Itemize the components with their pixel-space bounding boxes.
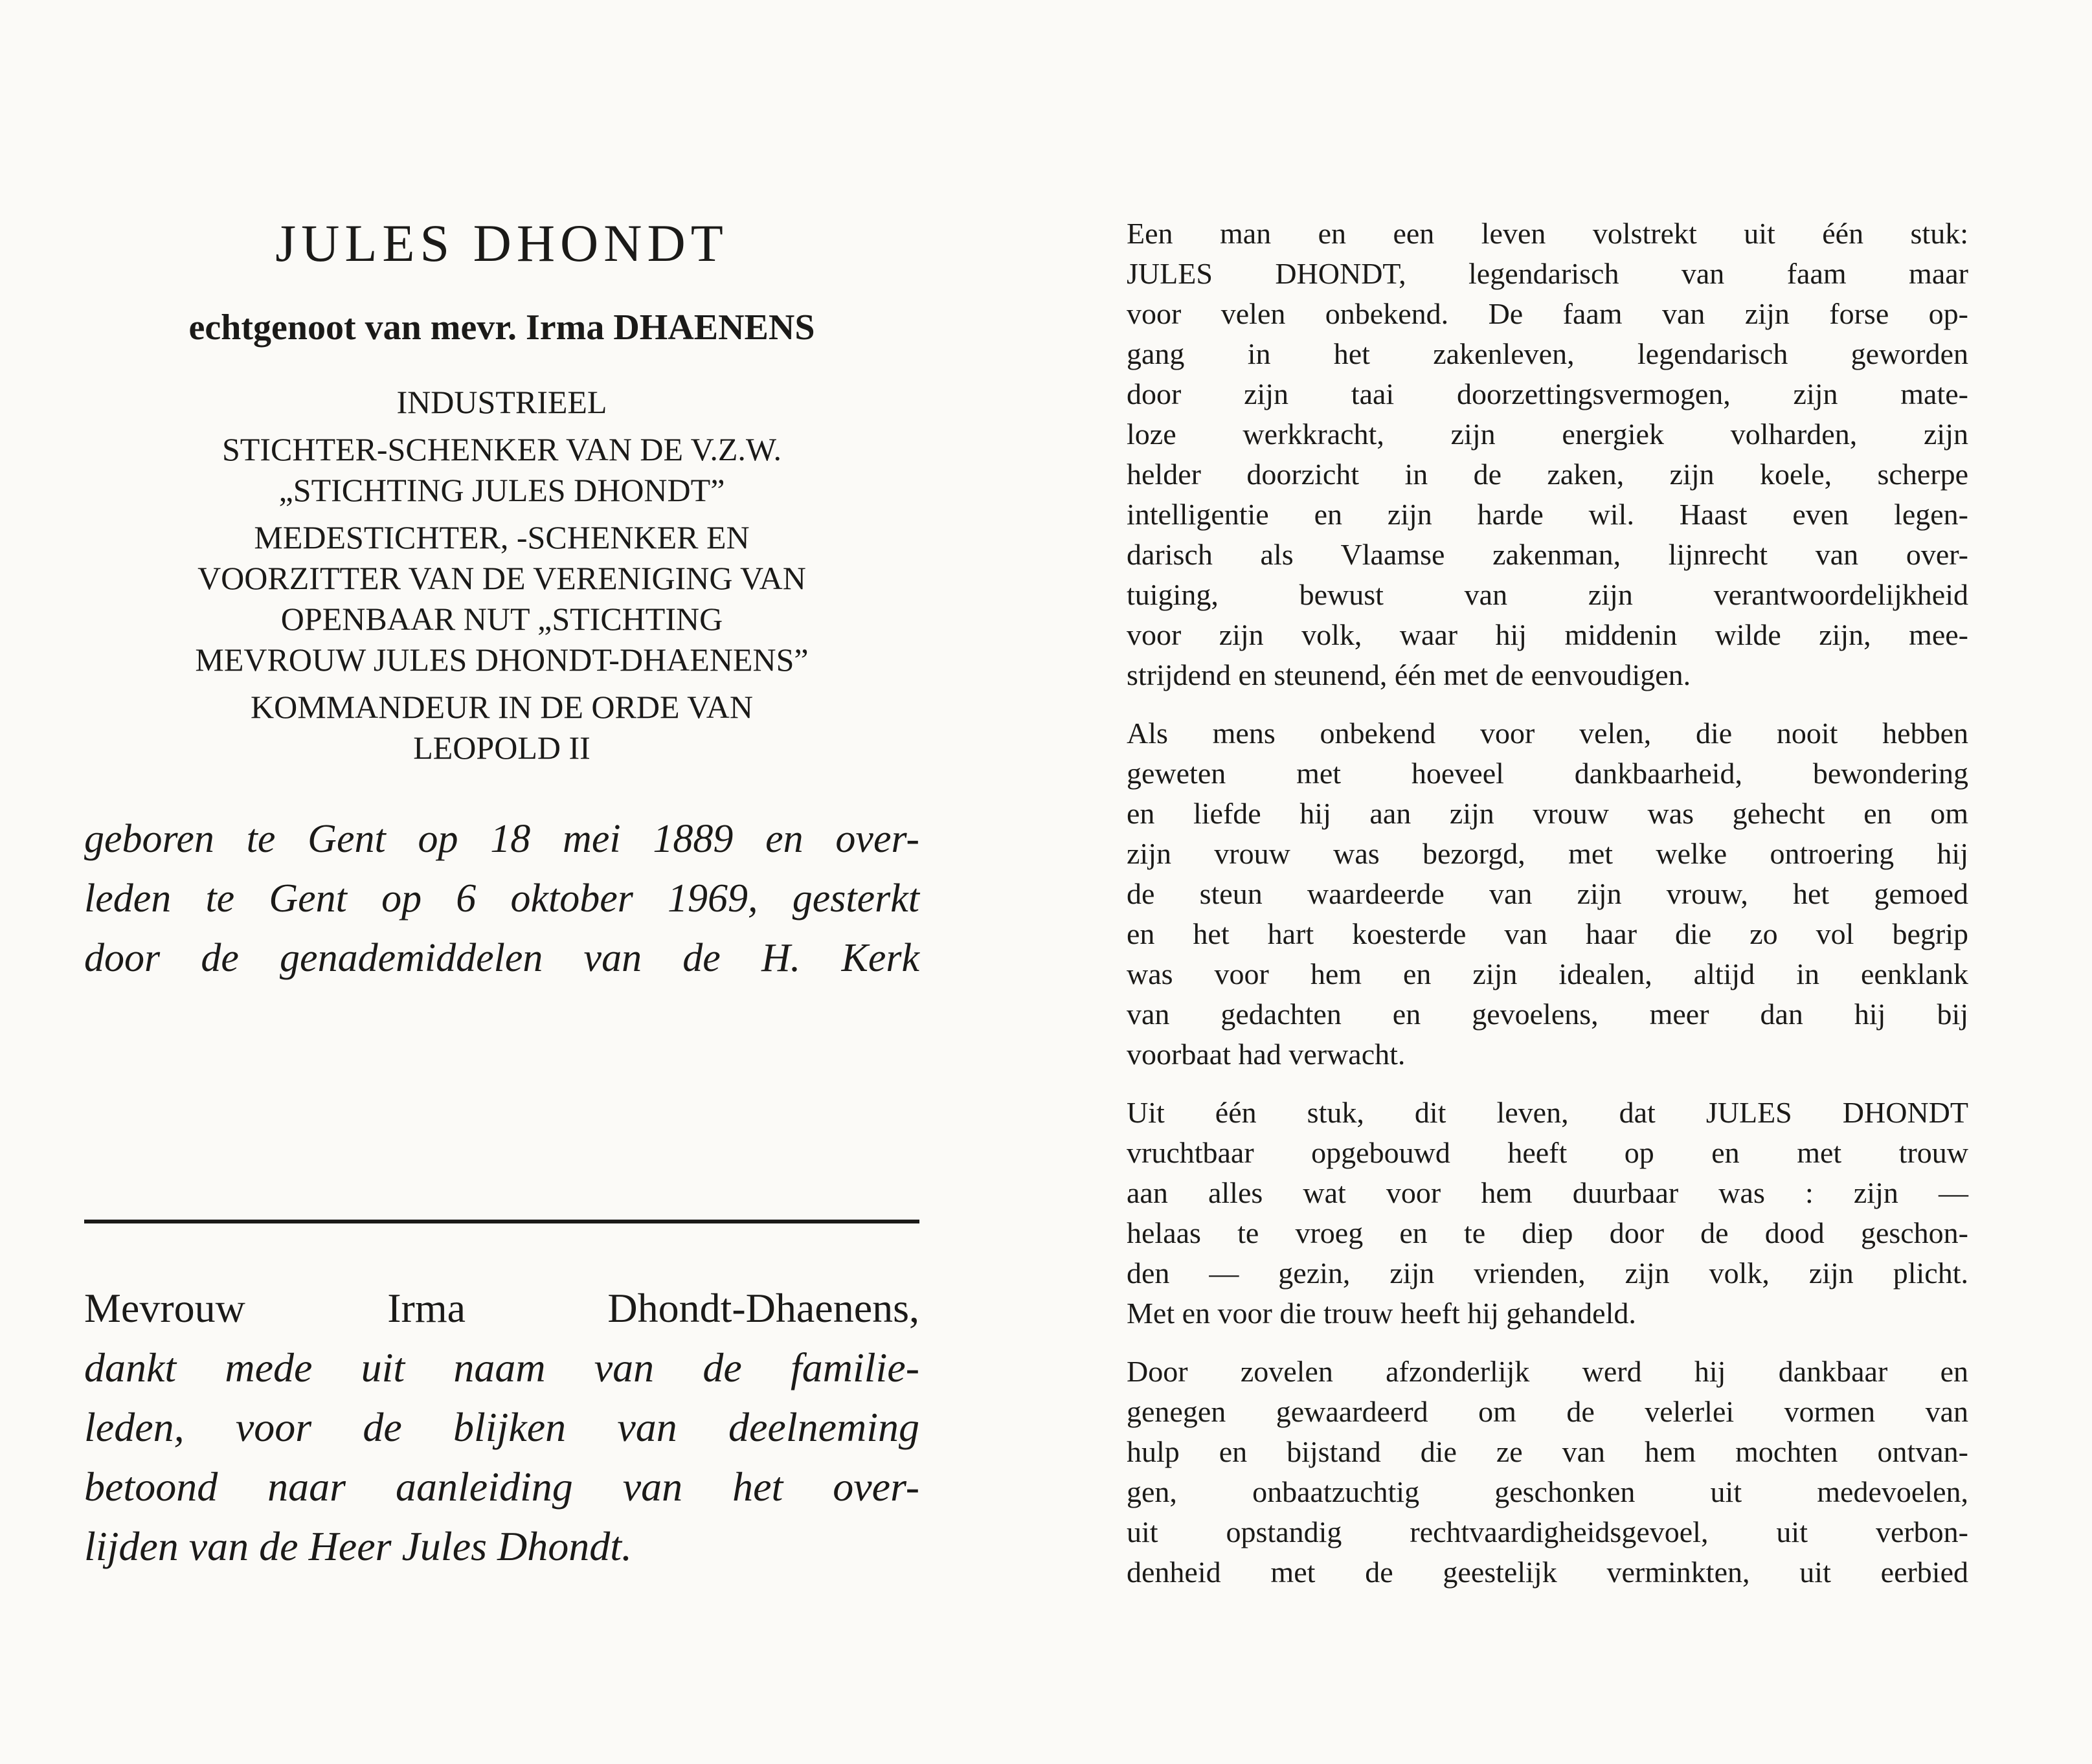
bio-line: strijdend en steunend, één met de eenvoudigen.: [1127, 658, 1691, 691]
bio-line: Een man en een leven volstrekt uit één stuk:: [1127, 217, 1968, 250]
title-commander-order: KOMMANDEUR IN DE ORDE VAN LEOPOLD II: [251, 689, 753, 766]
biography-column: [1127, 214, 1968, 1611]
bio-line: en het hart koesterde van haar die zo vol begrip: [1127, 917, 1968, 950]
titles-list: [84, 382, 919, 775]
bio-paragraph: [1127, 1352, 1968, 1592]
bio-line: intelligentie en zijn harde wil. Haast even legen-: [1127, 498, 1968, 531]
bio-line: uit opstandig rechtvaardigheidsgevoel, uit verbon-: [1127, 1515, 1968, 1548]
bio-line: en liefde hij aan zijn vrouw was gehecht en om: [1127, 797, 1968, 830]
spouse-line: echtgenoot van mevr. Irma DHAENENS: [188, 307, 815, 348]
bio-line: Door zovelen afzonderlijk werd hij dankbaar en: [1127, 1355, 1968, 1388]
birth-line: geboren te Gent op 18 mei 1889 en over-: [84, 817, 919, 861]
thanks-line: dankt mede uit naam van de familie-: [84, 1345, 919, 1390]
birth-line: door de genademiddelen van de H. Kerk: [84, 936, 919, 980]
bio-paragraph: [1127, 1093, 1968, 1334]
thanks-line: lijden van de Heer Jules Dhondt.: [84, 1523, 632, 1569]
bio-line: was voor hem en zijn idealen, altijd in eenklank: [1127, 957, 1968, 990]
title-founder-donor: STICHTER-SCHENKER VAN DE V.Z.W. „STICHTING JULES DHONDT”: [222, 431, 782, 508]
bio-line: helaas te vroeg en te diep door de dood geschon-: [1127, 1216, 1968, 1249]
bio-line: voorbaat had verwacht.: [1127, 1038, 1406, 1071]
thanks-text: [84, 1278, 919, 1576]
bio-line: aan alles wat voor hem duurbaar was : zijn —: [1127, 1176, 1968, 1209]
bio-line: genegen gewaardeerd om de velerlei vormen van: [1127, 1395, 1968, 1428]
bio-line: tuiging, bewust van zijn verantwoordelijkheid: [1127, 578, 1968, 611]
bio-line: zijn vrouw was bezorgd, met welke ontroering hij: [1127, 837, 1968, 870]
bio-line: denheid met de geestelijk verminkten, uit eerbied: [1127, 1556, 1968, 1589]
bio-paragraph: [1127, 214, 1968, 695]
bio-line: geweten met hoeveel dankbaarheid, bewondering: [1127, 757, 1968, 790]
thanks-line: Mevrouw Irma Dhondt-Dhaenens,: [84, 1285, 919, 1331]
title-cofounder-chairman: MEDESTICHTER, -SCHENKER EN VOORZITTER VAN DE VERENIGING VAN OPENBAAR NUT „STICHTING MEVROUW JULES DHONDT-DHAENENS”: [195, 519, 809, 678]
bio-line: helder doorzicht in de zaken, zijn koele, scherpe: [1127, 458, 1968, 491]
bio-line: vruchtbaar opgebouwd heeft op en met trouw: [1127, 1136, 1968, 1169]
bio-line: gen, onbaatzuchtig geschonken uit medevoelen,: [1127, 1475, 1968, 1508]
thanks-line: betoond naar aanleiding van het over-: [84, 1464, 919, 1510]
bio-line: Uit één stuk, dit leven, dat JULES DHONDT: [1127, 1096, 1968, 1129]
bio-line: JULES DHONDT, legendarisch van faam maar: [1127, 257, 1968, 290]
bio-line: de steun waardeerde van zijn vrouw, het gemoed: [1127, 877, 1968, 910]
divider-line: [84, 1220, 919, 1223]
bio-paragraph: [1127, 713, 1968, 1075]
bio-line: darisch als Vlaamse zakenman, lijnrecht van over-: [1127, 538, 1968, 571]
bio-line: loze werkkracht, zijn energiek volharden, zijn: [1127, 418, 1968, 451]
bio-line: voor velen onbekend. De faam van zijn forse op-: [1127, 297, 1968, 330]
bio-line: gang in het zakenleven, legendarisch geworden: [1127, 337, 1968, 370]
bio-line: door zijn taai doorzettingsvermogen, zijn mate-: [1127, 377, 1968, 410]
title-industrial: INDUSTRIEEL: [396, 384, 607, 420]
birth-line: leden te Gent op 6 oktober 1969, gesterkt: [84, 876, 919, 921]
birth-death-text: [84, 809, 919, 988]
name-title: JULES DHONDT: [275, 214, 728, 273]
thanks-line: leden, voor de blijken van deelneming: [84, 1404, 919, 1450]
bio-line: Als mens onbekend voor velen, die nooit hebben: [1127, 717, 1968, 750]
bio-line: hulp en bijstand die ze van hem mochten ontvan-: [1127, 1435, 1968, 1468]
bio-line: Met en voor die trouw heeft hij gehandeld.: [1127, 1297, 1636, 1330]
bio-line: den — gezin, zijn vrienden, zijn volk, zijn plicht.: [1127, 1256, 1968, 1290]
left-panel: [84, 0, 919, 1764]
bio-line: voor zijn volk, waar hij middenin wilde zijn, mee-: [1127, 618, 1968, 651]
bio-line: van gedachten en gevoelens, meer dan hij bij: [1127, 998, 1968, 1031]
